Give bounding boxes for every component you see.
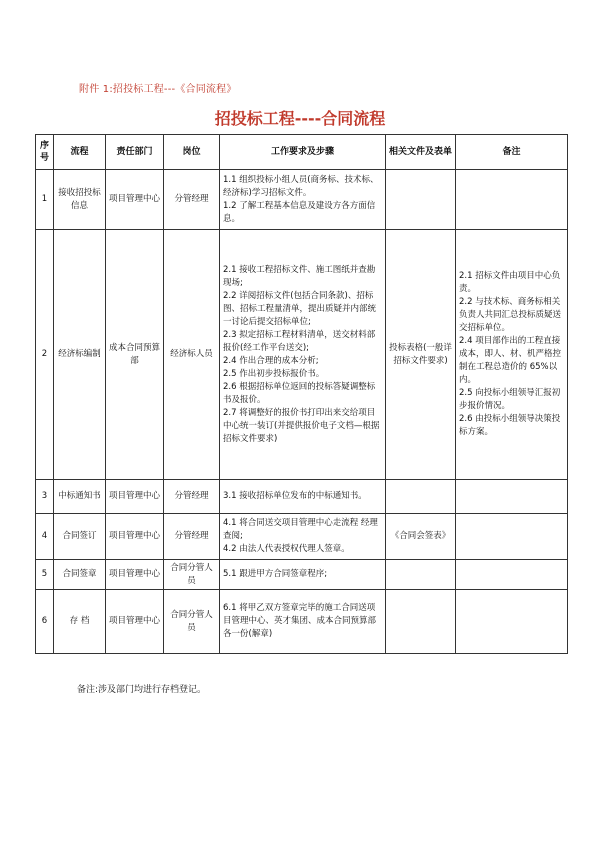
row-no: 3 [36,480,54,514]
row-docs [386,590,456,654]
table-row [36,170,568,230]
note-item: 2.5 向投标小组领导汇报初步报价情况。 [459,388,561,411]
table-row [36,230,568,480]
row-process: 中标通知书 [54,480,106,514]
col-header-process: 流程 [54,135,106,170]
row-process: 存 档 [54,590,106,654]
row-post: 分管经理 [164,480,220,514]
row-docs [386,480,456,514]
row-notes [456,480,568,514]
row-notes [456,230,568,480]
row-post: 合同分管人员 [164,590,220,654]
row-dept: 成本合同预算部 [106,230,164,480]
row-docs: 投标表格(一般详招标文件要求) [386,230,456,480]
note-item: 2.2 与技术标、商务标相关负责人共同汇总投标质疑送交招标单位。 [459,297,562,333]
row-docs [386,170,456,230]
table-row [36,480,568,514]
row-dept: 项目管理中心 [106,560,164,590]
row-steps [220,590,386,654]
row-notes [456,560,568,590]
step-item: 5.1 跟进甲方合同签章程序; [223,569,328,579]
table-header-row [36,135,568,170]
row-dept: 项目管理中心 [106,590,164,654]
step-item: 2.6 根据招标单位返回的投标答疑调整标书及报价。 [223,381,376,405]
step-item: 2.2 详阅招标文件(包括合同条款)、招标图、招标工程量清单，提出质疑并内部统一讨论后提交招标单位; [223,290,377,327]
row-process: 经济标编制 [54,230,106,480]
row-steps [220,170,386,230]
page-title: 招投标工程----合同流程 [214,109,386,128]
row-post: 分管经理 [164,170,220,230]
row-no: 1 [36,170,54,230]
row-steps [220,480,386,514]
step-item: 2.5 作出初步投标报价书。 [223,368,325,379]
col-header-docs: 相关文件及表单 [386,135,456,170]
table-row [36,590,568,654]
row-docs: 《合同会签表》 [386,514,456,560]
row-no: 2 [36,230,54,480]
row-dept: 项目管理中心 [106,480,164,514]
row-steps [220,514,386,560]
step-item: 2.4 作出合理的成本分析; [223,355,319,366]
row-post: 合同分管人员 [164,560,220,590]
col-header-dept: 责任部门 [106,135,164,170]
row-docs [386,560,456,590]
row-process: 接收招投标信息 [54,170,106,230]
table-row [36,514,568,560]
step-item: 1.2 了解工程基本信息及建设方各方面信息。 [223,200,376,224]
footnote: 备注:涉及部门均进行存档登记。 [77,685,207,695]
row-process: 合同签章 [54,560,106,590]
row-dept: 项目管理中心 [106,170,164,230]
row-post: 经济标人员 [164,230,220,480]
row-notes [456,590,568,654]
row-steps [220,560,386,590]
row-dept: 项目管理中心 [106,514,164,560]
col-header-post: 岗位 [164,135,220,170]
row-no: 5 [36,560,54,590]
table-row [36,560,568,590]
col-header-notes: 备注 [456,135,568,170]
note-item: 2.4 项目部作出的工程直接成本，即人、材、机严格控制在工程总造价的 65%以内。 [459,336,562,385]
step-item: 6.1 将甲乙双方签章完毕的施工合同送项目管理中心、英才集团、成本合同预算部各一份(解章) [223,603,377,639]
step-item: 2.3 拟定招标工程材料清单，送交材料部报价(经工作平台送交); [223,329,376,353]
step-item: 3.1 接收招标单位发布的中标通知书。 [223,491,367,501]
row-process: 合同签订 [54,514,106,560]
col-header-steps: 工作要求及步骤 [220,135,386,170]
row-notes [456,514,568,560]
row-no: 6 [36,590,54,654]
note-item: 2.6 由投标小组领导决策投标方案。 [459,414,561,437]
step-item: 1.1 组织投标小组人员(商务标、技术标、经济标)学习招标文件。 [223,174,379,198]
step-item: 2.7 将调整好的报价书打印出来交给项目中心统一装订(并提供报价电子文档—根据招标文件要求) [223,407,380,444]
attachment-label: 附件 1:招投标工程---《合同流程》 [79,84,237,95]
row-no: 4 [36,514,54,560]
row-notes [456,170,568,230]
step-item: 2.1 接收工程招标文件、施工图纸并查勘现场; [223,264,376,288]
row-steps [220,230,386,480]
step-item: 4.1 将合同送交项目管理中心走流程 经理查阅; [223,518,378,541]
process-table [35,134,568,654]
note-item: 2.1 招标文件由项目中心负责。 [459,271,561,294]
step-item: 4.2 由法人代表授权代理人签章。 [223,544,350,554]
col-header-no: 序号 [36,135,54,170]
row-post: 分管经理 [164,514,220,560]
